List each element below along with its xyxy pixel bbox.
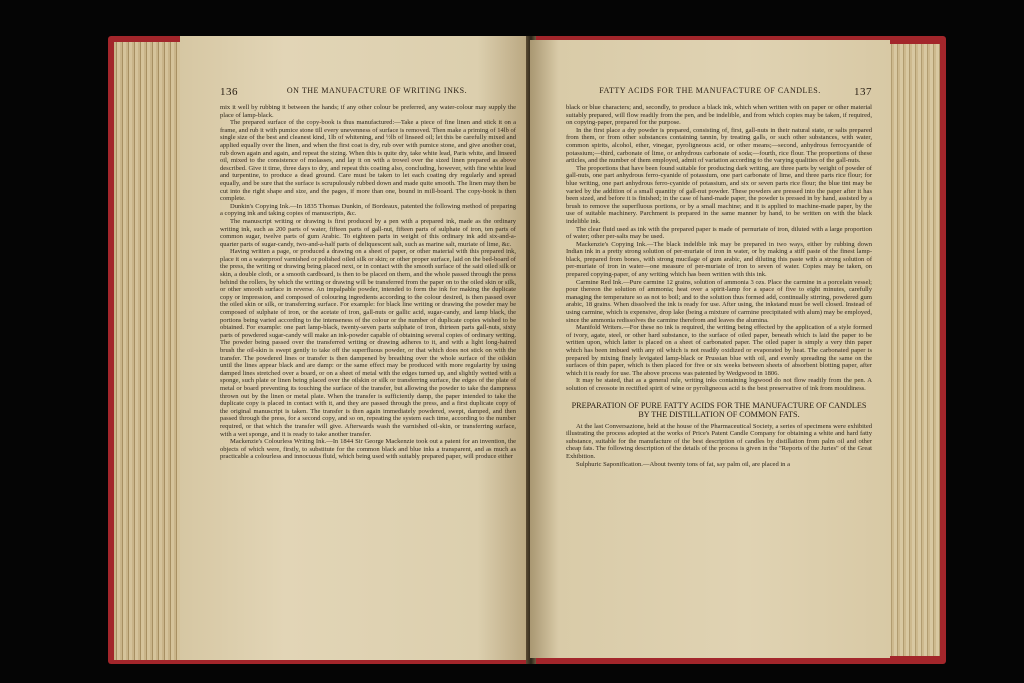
page-number: 136	[220, 86, 238, 98]
left-page-body	[220, 104, 516, 461]
paragraph: mix it well by rubbing it between the hands; if any other colour be preferred, any water-colour may supply the place of lamp-black.	[220, 104, 516, 119]
paragraph: Manifold Writers.—For these no ink is required, the writing being effected by the application of a style formed of ivory, agate, steel, or other hard substance, to the surface of oiled paper, beneath which is laid the paper to be written upon, which latter is placed on a sheet of carbonated paper. The oiled paper is simply a very thin paper which has been imbued with any oil which is not readily oxidized or evaporated by heat. The carbonated paper is prepared by mixing finely levigated lamp-black or Prussian blue with oil, and evenly spreading the same on the surfaces of thin paper, which is then placed for five or six weeks between sheets of absorbent blotting paper, after which it is ready for use. The above process was patented by Wedgwood in 1806.	[566, 324, 872, 377]
page-number: 137	[853, 86, 872, 98]
paragraph: Mackenzie's Copying Ink.—The black indelible ink may be prepared in two ways, either by rubbing down Indian ink in a pretty strong solution of per-muriate of iron in water, or by making a stiff paste of the finest lamp-black, prepared from bones, with strong mucilage of gum arabic, and diluting this paste with a strong solution of per-muriate of iron in water—one measure of per-muriate of iron to seven of water. Copies may be taken, on prepared copying-paper, of any writing which has been written with this ink.	[566, 240, 872, 279]
paragraph: Sulphuric Saponification.—About twenty tons of fat, say palm oil, are placed in a	[576, 460, 790, 468]
paragraph: Having written a page, or produced a drawing on a sheet of paper, or other material with this prepared ink, place it on a waterproof varnished or polished oiled silk or skin; or other proper surface, laid on the bed-board of the press, the writing or drawing being placed next, or in contact with the smooth surface of the said oiled silk or skin, a double cloth, or a smooth cardboard, is then to be placed on them, and the whole passed through the press behind the rollers, by which the writing or drawing will be transferred from the paper on to the oiled skin or silk, or other smooth surface in reverse. An impalpable powder, intended to form the ink for making the duplicate copy or impression, and composed of colouring ingredients according to the colour desired, is then passed over the oiled skin or silk, or transferring surface. For example: for black line writing or drawing the powder may be composed of sulphate of iron, or the acetate of iron, gall-nuts or gallic acid, sugar-candy, and lamp black, the portions being varied according to the intenseness of the colour or the number of duplicate copies wished to be obtained. For example: one part lamp-black, twenty-seven parts sulphate of iron, thirteen parts gall-nuts, sixty parts of powdered sugar-candy will make an ink-powder capable of obtaining several copies of ordinary writing. The powder being passed over the transferred writing or drawing adheres to it, and with a light long-haired brush the oil-skin is swept gently to take off the superfluous powder, or that which does not stick on with the transfer. The powdered lines or transfer is then dampened by breathing over the whole surface of the oilskin until the lines appear black and are damp: or the same effect may be produced with more regularity by using damped lines stretched over a board, or on a sheet of metal with the edges turned up, and slightly wetted with a sponge, such plate or linen being placed over the oilskin or silk or transferring surface, the edges of the plate of metal or board preventing its touching the surface of the transfer, but allowing the powder to take the dampness thrown out by the linen or metal plate. When the transfer is sufficiently damp, the paper intended to take the duplicate copy is placed in contact with it, and they are passed through the press, and a first duplicate copy of the original manuscript is taken. The transfer is then again immediately powdered, swept, damped, and then passed through the press, for a second copy, and so on, repeating the system each time, according to the number required, or that which the transfer will give. Afterwards wash the varnished oil-skin, or transferring surface, with a wet sponge, and it is ready to take another transfer.	[220, 248, 516, 438]
paragraph: At the last Conversazione, held at the house of the Pharmaceutical Society, a series of specimens were exhibited illustrating the process adopted at the works of Price's Patent Candle Company for obtaining a white and hard fatty substance, suitable for the manufacture of the best description of candles by distillation from palm oil and other cheap fats. The following description of the details of the process is given in the "Reports of the Juries" of the Great Exhibition.	[566, 422, 872, 460]
right-page	[530, 40, 890, 658]
left-page	[180, 36, 530, 660]
running-head: FATTY ACIDS FOR THE MANUFACTURE OF CANDLES.	[599, 86, 821, 95]
paragraph: The clear fluid used as ink with the prepared paper is made of pernuriate of iron, diluted with a large proportion of water; other per-salts may be used.	[566, 225, 872, 241]
paragraph: The proportions that have been found suitable for producing dark writing, are three parts by weight of powder of gall-nuts, one part anhydrous ferro-cyanide of potassium, one part carbonate of lime, and three parts rice flour; for blue writing, one part anhydrous ferro-cyanide of potassium, and six or seven parts rice flour; the blue tint may be varied by the addition of a small quantity of gall-nut powder. These powders are pressed into the paper after it has been sized, and before it is finished; in the case of hand-made paper, the powder is pressed in by hand, assisted by a brush to remove the superfluous portions, or by a small machine; and it is applied to machine-made paper, by the use of suitable machinery. Parchment is prepared in the same manner by hand, to be written on with the black indelible ink.	[566, 164, 872, 225]
left-page-header	[220, 86, 516, 98]
paragraph: Carmine Red Ink.—Pure carmine 12 grains, solution of ammonia 3 ozs. Place the carmine in a porcelain vessel; pour thereon the solution of ammonia; heat over a spirit-lamp for a space of five to eight minutes, carefully managing the temperature so as not to boil; and to the solution thus formed add, continually stirring, powdered gum arabic, 18 grains. When dissolved the ink is ready for use. After using, the inkstand must be well closed. Instead of using carmine, which is expensive, drop lake (being a mixture of carmine precipitated with alum) may be employed, since the ammonia redissolves the carmine therefrom and leaves the alumina.	[566, 278, 872, 324]
paragraph: The manuscript writing or drawing is first produced by a pen with a prepared ink, made as the ordinary writing ink, such as 200 parts of water, fifteen parts of gall-nut, fifteen parts of sulphate of iron, ten parts of common sugar, twelve parts of gum Arabic. To eighteen parts in weight of this ordinary ink add six-and-a-quarter parts of sugar-candy, two-and-a-half parts of deliquescent salt, such as marine salt, muriate of lime, &c.	[220, 217, 516, 248]
right-page-header	[566, 86, 872, 98]
paragraph: The prepared surface of the copy-book is thus manufactured:—Take a piece of fine linen and stick it on a frame, and rub it with pumice stone till every unevenness of surface is removed. Then make a priming of 14lb of single size of the best and cleanest kind, 1lb of whitening, and ½lb of linseed oil; let this be carefully mixed and applied equally over the linen, and when the first coat is dry, rub over with pumice stone, and give another coat, rub down again and again, and repeat the sizing. When this is quite dry, take white lead, Paris white, and linseed oil, mixed to the consistence of molasses, and lay it on with a trowel over the sized linen prepared as above described. Give it time, three days to dry, and repeat this coating also, concluding, however, with fine white lead and turpentine, to produce a dead ground. Care must be taken to let each coating dry regularly and spread equally, and be sure that the surface is scrupulously rubbed down and made quite smooth. The linen may then be cut into the right shape and size, and the pages, if more than one, bound in mill-board. The copy-book is then complete.	[220, 119, 516, 203]
right-page-body	[566, 104, 872, 468]
running-head: ON THE MANUFACTURE OF WRITING INKS.	[286, 86, 468, 95]
paragraph: Mackenzie's Colourless Writing Ink.—In 1844 Sir George Mackenzie took out a patent for an invention, the objects of which were, firstly, to substitute for the common black and blue inks a transparent, and as much as practicable a colourless and innocuous fluid, which being used with suitably prepared paper, will produce either	[220, 438, 516, 461]
paragraph: In the first place a dry powder is prepared, consisting of, first, gall-nuts in their natural state, or salts prepared from them, or from other substances containing tannin, by treating galls, or such other substances, with water, common spirits, alcohol, ether, vinegar, pyroligneous acid, or other means;—second, anhydrous ferrocyanide of potassium;—third, carbonate of lime, or anhydrous carbonate of soda;—fourth, rice flour. The proportions of these articles, and the number of them employed, admit of variation according to the varying qualities of the gall-nuts.	[566, 126, 872, 165]
paragraph: Dunkin's Copying Ink.—In 1835 Thomas Dunkin, of Bordeaux, patented the following method of preparing a copying ink and taking copies of manuscripts, &c.	[220, 202, 516, 218]
open-book	[108, 36, 946, 664]
right-page-edges	[888, 44, 940, 656]
left-page-edges	[114, 42, 186, 660]
paragraph: It may be stated, that as a general rule, writing inks containing logwood do not flow readily from the pen. A solution of creosote in rectified spirit of wine or pyroligneous acid is the best preservative of ink from mouldiness.	[566, 377, 872, 392]
paragraph: black or blue characters; and, secondly, to produce a black ink, which when written with on paper or other material suitably prepared, will flow readily from the pen, and be indelible, and from which copies may be taken, if required, on copying-paper, prepared for the purpose.	[566, 104, 872, 127]
section-heading: PREPARATION OF PURE FATTY ACIDS FOR THE MANUFACTURE OF CANDLES BY THE DISTILLATION OF COMMON FATS.	[571, 400, 867, 419]
